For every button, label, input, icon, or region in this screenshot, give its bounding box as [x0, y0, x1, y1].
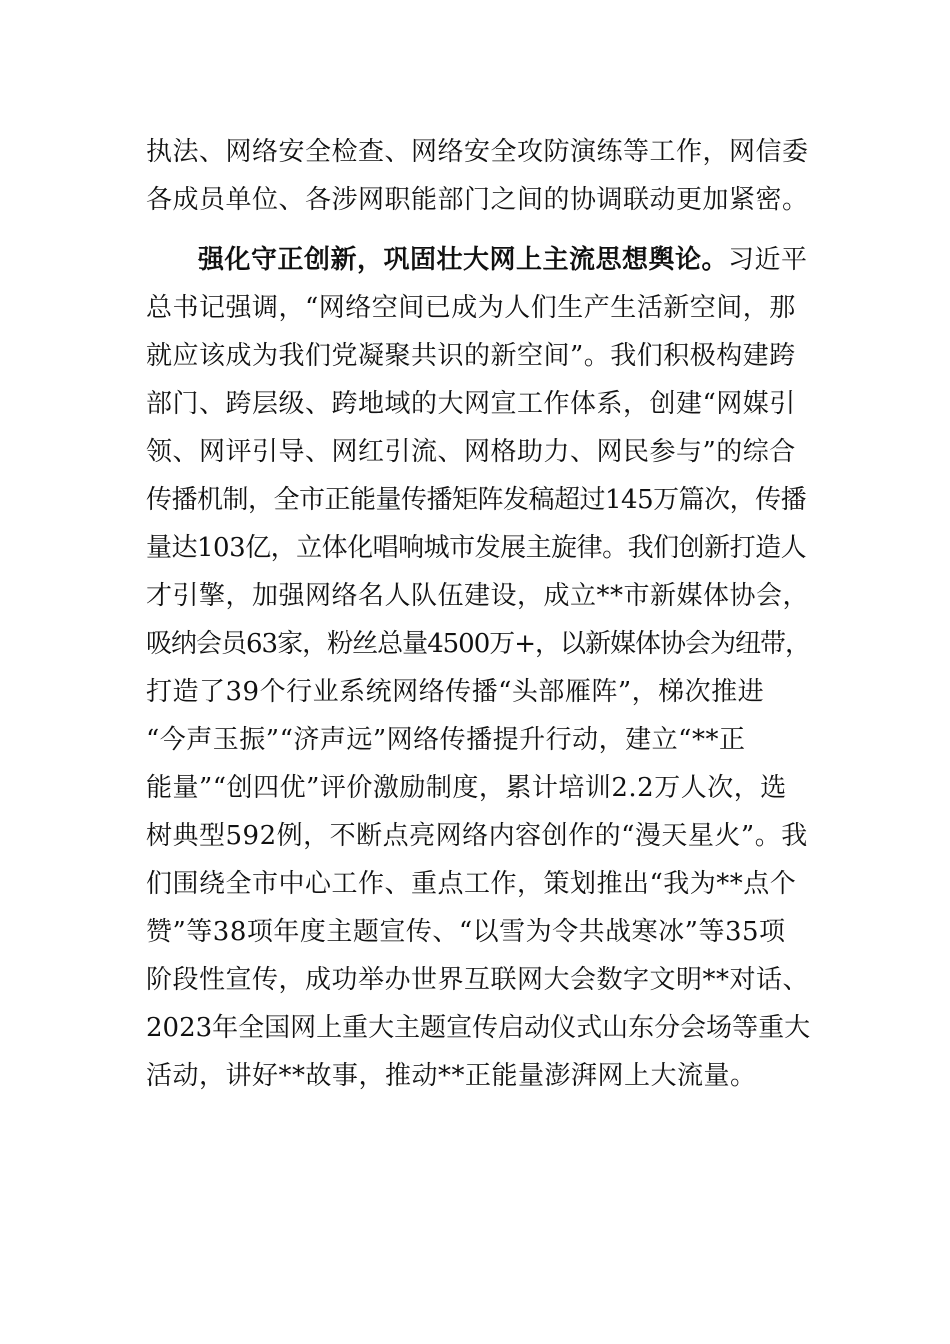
paragraph-2-line-13: 树典型592例，不断点亮网络内容创作的“漫天星火”。我 — [146, 821, 808, 851]
paragraph-2-line-17: 2023年全国网上重大主题宣传启动仪式山东分会场等重大 — [146, 1013, 811, 1043]
paragraph-2-line-9: 吸纳会员63家，粉丝总量4500万+，以新媒体协会为纽带， — [146, 629, 811, 659]
paragraph-2-line-7: 量达103亿，立体化唱响城市发展主旋律。我们创新打造人 — [146, 533, 807, 563]
paragraph-2-line-5: 领、网评引导、网红引流、网格助力、网民参与”的综合 — [146, 437, 796, 467]
paragraph-2-line-4: 部门、跨层级、跨地域的大网宣工作体系，创建“网媒引 — [146, 389, 796, 419]
paragraph-2-line-16: 阶段性宣传，成功举办世界互联网大会数字文明**对话、 — [146, 965, 810, 995]
paragraph-1-line-2: 各成员单位、各涉网职能部门之间的协调联动更加紧密。 — [146, 185, 809, 215]
paragraph-1-line-1: 执法、网络安全检查、网络安全攻防演练等工作，网信委 — [146, 137, 809, 167]
paragraph-2-line-10: 打造了39个行业系统网络传播“头部雁阵”，梯次推进 — [146, 677, 765, 707]
paragraph-2-line-18: 活动，讲好**故事，推动**正能量澎湃网上大流量。 — [146, 1061, 757, 1091]
paragraph-2-line-12: 能量”“创四优”评价激励制度，累计培训2.2万人次，选 — [146, 773, 787, 803]
paragraph-2-line-6: 传播机制，全市正能量传播矩阵发稿超过145万篇次，传播 — [146, 485, 807, 515]
paragraph-2-heading: 强化守正创新，巩固壮大网上主流思想舆论。 — [198, 245, 729, 275]
paragraph-2-line-15: 赞”等38项年度主题宣传、“以雪为令共战寒冰”等35项 — [146, 917, 786, 947]
paragraph-2-line-14: 们围绕全市中心工作、重点工作，策划推出“我为**点个 — [146, 869, 797, 899]
paragraph-2-first-line-rest: 习近平 — [728, 245, 808, 275]
paragraph-2-line-8: 才引擎，加强网络名人队伍建设，成立**市新媒体协会， — [146, 581, 810, 611]
paragraph-2-line-3: 就应该成为我们党凝聚共识的新空间”。我们积极构建跨 — [146, 341, 796, 371]
paragraph-2-line-11: “今声玉振”“济声远”网络传播提升行动，建立“**正 — [146, 725, 746, 755]
paragraph-2-first-line — [198, 240, 810, 280]
paragraph-2-line-2: 总书记强调，“网络空间已成为人们生产生活新空间，那 — [146, 293, 796, 323]
